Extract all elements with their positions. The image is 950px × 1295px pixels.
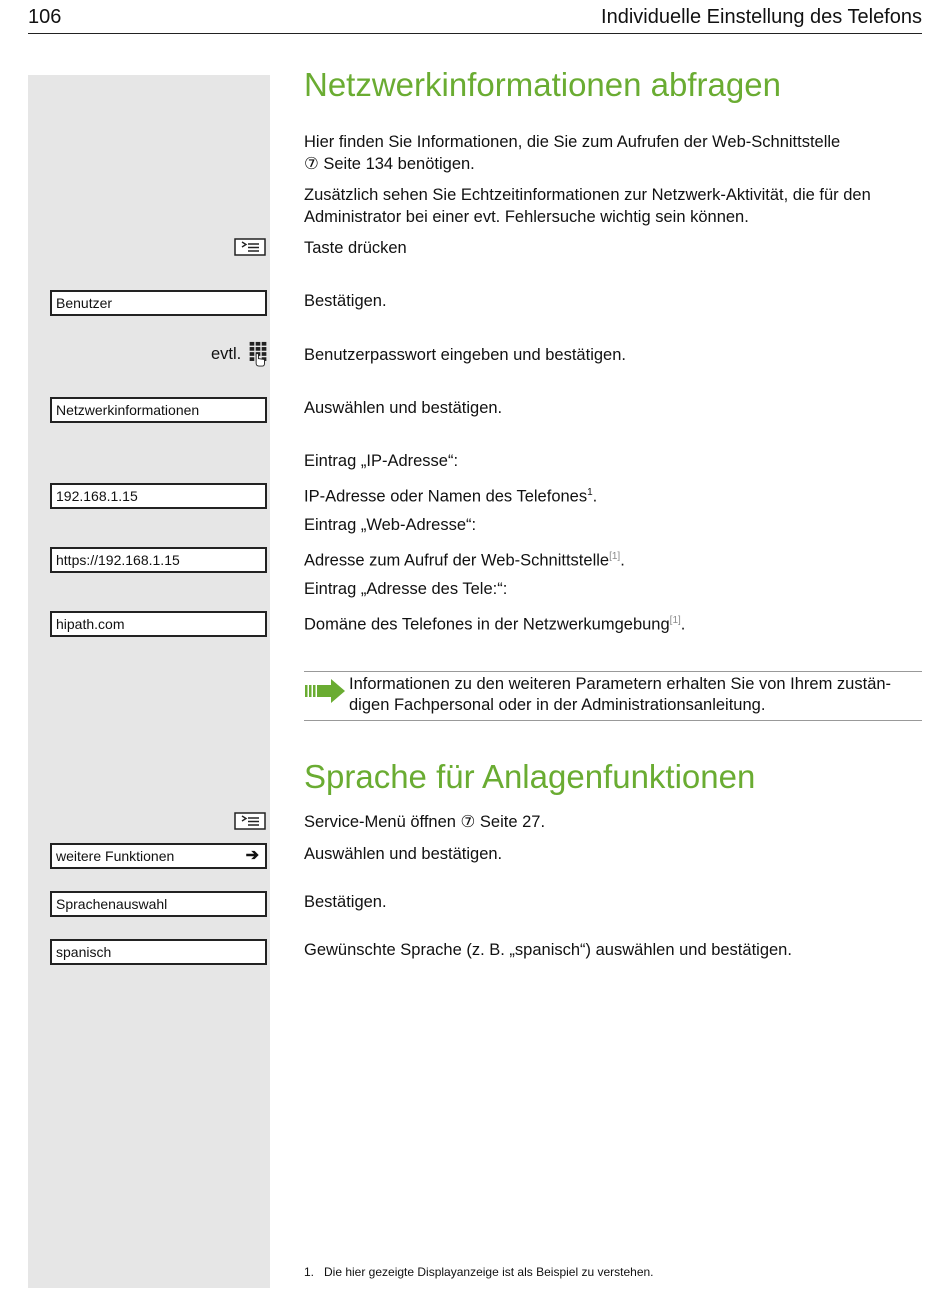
display-web-address: https://192.168.1.15: [50, 547, 267, 573]
display-spanisch: spanisch: [50, 939, 267, 965]
intro-page-ref: ⑦ Seite 134 benötigen.: [304, 154, 475, 173]
footnote-ref: [1]: [609, 551, 621, 562]
step-select-confirm-2: Auswählen und bestätigen.: [304, 845, 503, 863]
display-ip-address: 192.168.1.15: [50, 483, 267, 509]
web-desc-end: .: [620, 551, 625, 570]
footnote-number: 1.: [304, 1265, 315, 1279]
header-divider: [28, 33, 922, 34]
section-title-language: Sprache für Anlagenfunktionen: [304, 758, 756, 795]
step-confirm: Bestätigen.: [304, 292, 387, 310]
entry-domain-label: Eintrag „Adresse des Tele:“:: [304, 580, 508, 598]
display-netzwerkinformationen: Netzwerkinformationen: [50, 397, 267, 423]
web-desc-text: Adresse zum Aufruf der Web-Schnittstelle: [304, 551, 610, 570]
step-password: Benutzerpasswort eingeben und bestätigen.: [304, 346, 626, 364]
domain-desc-text: Domäne des Telefones in der Netzwerkumgebung: [304, 615, 670, 634]
note-bottom-rule: [304, 720, 922, 721]
intro-text: Hier finden Sie Informationen, die Sie zum Aufrufen der Web-Schnittstelle: [304, 133, 841, 151]
note-arrow-icon: [304, 678, 346, 704]
step-web-description: [304, 546, 922, 572]
entry-ip-label: Eintrag „IP-Adresse“:: [304, 452, 459, 470]
display-benutzer: Benutzer: [50, 290, 267, 316]
page-number: 106: [28, 6, 62, 28]
menu-key-icon: [234, 238, 266, 256]
step-confirm-2: Bestätigen.: [304, 893, 387, 911]
footnote-ref: [1]: [669, 615, 681, 626]
intro-paragraph-1: [304, 132, 922, 175]
display-sprachenauswahl: Sprachenauswahl: [50, 891, 267, 917]
step-ip-description: [304, 482, 922, 508]
keypad-icon: [248, 341, 268, 367]
note-top-rule: [304, 671, 922, 672]
ip-desc-end: .: [592, 487, 598, 506]
entry-web-label: Eintrag „Web-Adresse“:: [304, 516, 477, 534]
step-choose-language: Gewünschte Sprache (z. B. „spanisch“) auswählen und bestätigen.: [304, 941, 792, 959]
step-domain-description: [304, 610, 922, 636]
step-press-key: Taste drücken: [304, 239, 407, 257]
menu-key-icon: [234, 812, 266, 830]
chapter-title: Individuelle Einstellung des Telefons: [601, 6, 922, 28]
display-label: weitere Funktionen: [56, 848, 175, 864]
display-weitere-funktionen: [50, 843, 267, 869]
ip-desc-text: IP-Adresse oder Namen des Telefones: [304, 487, 588, 506]
footnote-ref: 1: [587, 487, 593, 498]
intro-paragraph-2: Zusätzlich sehen Sie Echtzeitinformationen zur Netzwerk-Aktivität, die für den Administrator bei einer evt. Fehlersuche wichtig sein können.: [304, 186, 871, 226]
step-open-service-menu: Service-Menü öffnen ⑦ Seite 27.: [304, 813, 546, 831]
section-title-network-info: Netzwerkinformationen abfragen: [304, 66, 781, 103]
step-select-confirm: Auswählen und bestätigen.: [304, 399, 503, 417]
display-domain: hipath.com: [50, 611, 267, 637]
instruction-sidebar: [28, 75, 270, 1288]
optional-label: evtl.: [211, 345, 242, 363]
note-text: Informationen zu den weiteren Parametern erhalten Sie von Ihrem zustän-digen Fachpersonal oder in der Administrationsanleitung.: [349, 675, 892, 714]
footnote-text: Die hier gezeigte Displayanzeige ist als Beispiel zu verstehen.: [324, 1265, 654, 1279]
right-arrow-icon: ➔: [245, 847, 259, 864]
domain-desc-end: .: [680, 615, 686, 634]
